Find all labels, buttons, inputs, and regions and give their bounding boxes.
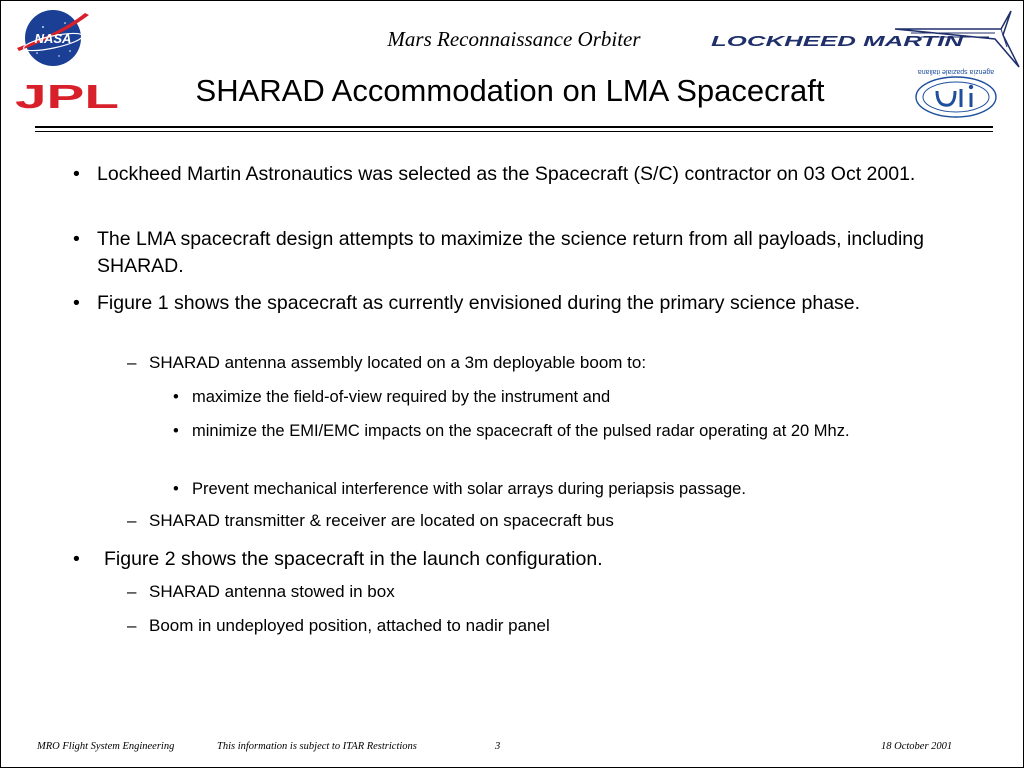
program-name: Mars Reconnaissance Orbiter <box>387 27 641 51</box>
slide-title: SHARAD Accommodation on LMA Spacecraft <box>195 73 825 108</box>
asi-logo-text: agenzia spaziale italiana <box>917 68 995 75</box>
sub-sub-bullet-text: Prevent mechanical interference with solar arrays during periapsis passage. <box>192 480 746 498</box>
bullet-mark: • <box>73 228 80 250</box>
jpl-logo-text: JPL <box>15 81 119 111</box>
bullet-text: The LMA spacecraft design attempts to maximize the science return from all payloads, including SHARAD. <box>97 228 924 277</box>
lockheed-martin-wordmark-text: LOCKHEED MARTIN <box>711 33 966 47</box>
nasa-logo-text: NASA <box>34 31 72 46</box>
bullet-mark: • <box>173 388 179 406</box>
bullet-text: Figure 2 shows the spacecraft in the launch configuration. <box>104 548 603 570</box>
bullet-mark: • <box>173 480 179 498</box>
dash-mark: – <box>127 353 137 372</box>
dash-mark: – <box>127 582 137 601</box>
title-rule-thin <box>35 131 993 132</box>
footer-org: MRO Flight System Engineering <box>37 741 175 752</box>
bullet-text: Figure 1 shows the spacecraft as currently envisioned during the primary science phase. <box>97 292 861 314</box>
bullet-text: Lockheed Martin Astronautics was selected as the Spacecraft (S/C) contractor on 03 Oct 2001. <box>97 163 916 185</box>
footer-page-number: 3 <box>495 741 501 752</box>
sub-sub-bullet-text: maximize the field-of-view required by the instrument and <box>192 388 611 406</box>
bullet-mark: • <box>73 292 80 314</box>
sub-bullet-text: SHARAD transmitter & receiver are located on spacecraft bus <box>149 511 614 530</box>
bullet-mark: • <box>173 422 179 440</box>
sub-bullet-text: SHARAD antenna stowed in box <box>149 582 395 601</box>
bullet-mark: • <box>73 548 80 570</box>
dash-mark: – <box>127 616 137 635</box>
sub-sub-bullet-text: minimize the EMI/EMC impacts on the spacecraft of the pulsed radar operating at 20 Mhz. <box>192 422 850 440</box>
title-rule <box>35 126 993 128</box>
dash-mark: – <box>127 511 137 530</box>
footer-itar-notice: This information is subject to ITAR Restrictions <box>217 741 417 752</box>
sub-bullet-text: SHARAD antenna assembly located on a 3m deployable boom to: <box>149 353 647 372</box>
footer-date: 18 October 2001 <box>881 741 953 752</box>
sub-bullet-text: Boom in undeployed position, attached to nadir panel <box>149 616 550 635</box>
bullet-mark: • <box>73 163 80 185</box>
